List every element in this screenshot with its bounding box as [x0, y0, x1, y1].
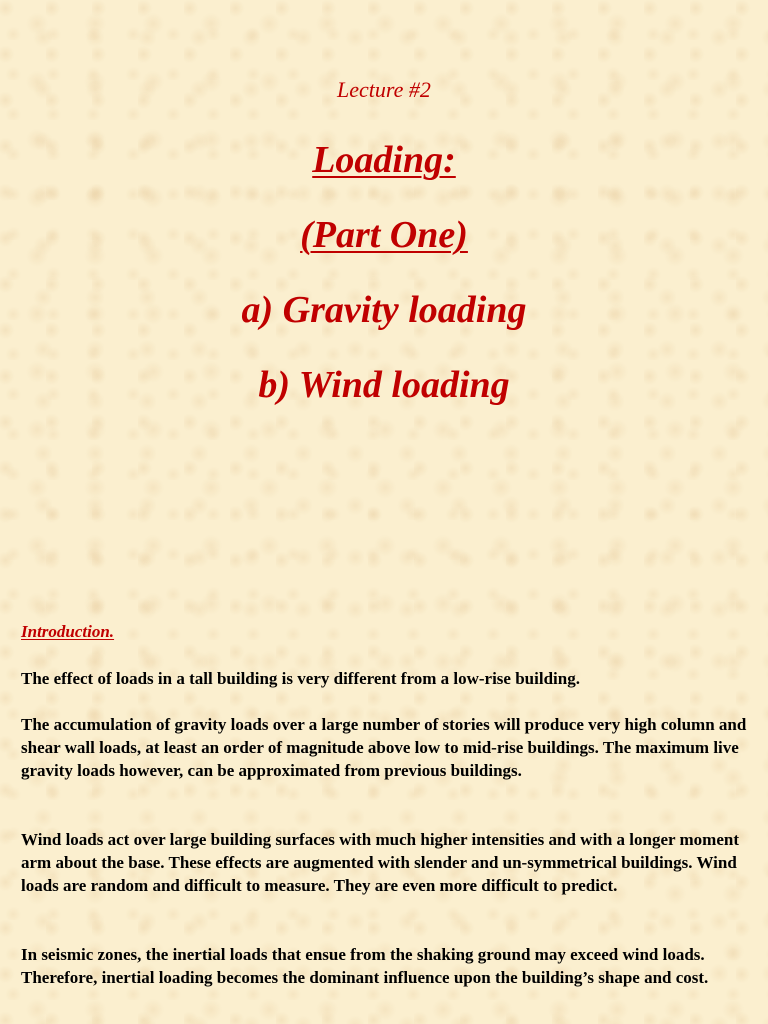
introduction-heading: Introduction. — [21, 622, 115, 641]
topic-gravity-loading: a) Gravity loading — [241, 289, 527, 331]
topic-wind-loading: b) Wind loading — [258, 364, 510, 406]
intro-paragraph-2: The accumulation of gravity loads over a large number of stories will produce very high column and shear wall loads, at least an order of magnitude above low to mid-rise buildings. The maximum live gravity loads however, can be approximated from previous buildings. — [21, 715, 747, 780]
page-title: Loading: — [312, 139, 456, 181]
lecture-number: Lecture #2 — [337, 77, 431, 102]
intro-paragraph-4: In seismic zones, the inertial loads that ensue from the shaking ground may exceed wind loads. Therefore, inertial loading becomes the dominant influence upon the building’s shape and cost. — [21, 945, 709, 987]
intro-paragraph-1: The effect of loads in a tall building is very different from a low-rise building. — [21, 669, 580, 688]
part-subtitle: (Part One) — [300, 214, 468, 256]
intro-paragraph-3: Wind loads act over large building surfaces with much higher intensities and with a longer moment arm about the base. These effects are augmented with slender and un-symmetrical buildings. Wind loads are random and difficult to measure. They are even more difficult to predict. — [21, 830, 739, 895]
